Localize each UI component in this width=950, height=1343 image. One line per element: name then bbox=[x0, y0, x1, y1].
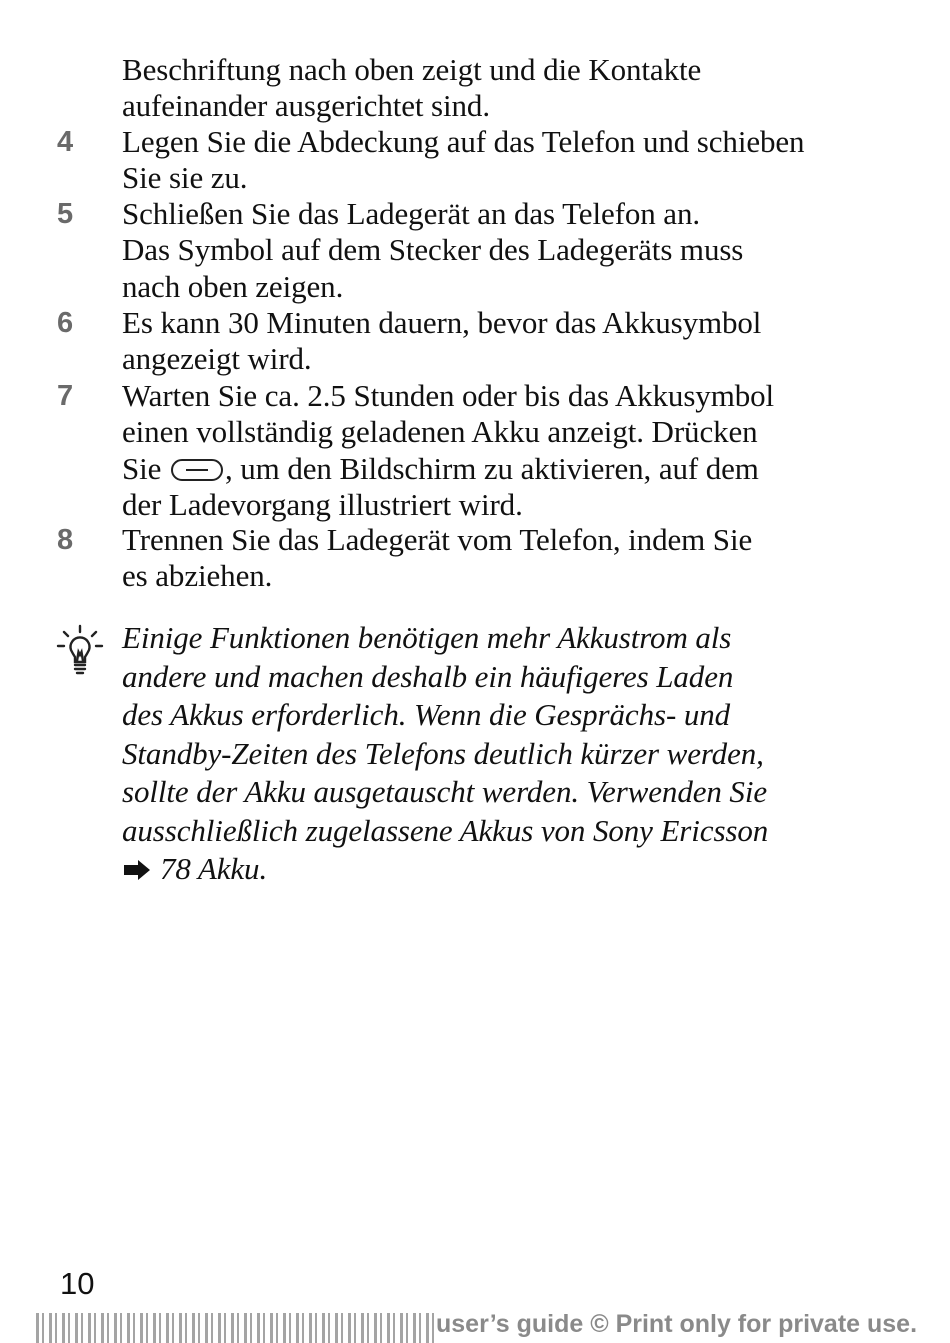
tip-text bbox=[122, 619, 922, 889]
step-number: 6 bbox=[57, 307, 74, 339]
step-number: 8 bbox=[57, 524, 74, 556]
step-number: 7 bbox=[57, 380, 74, 412]
footer bbox=[36, 1305, 936, 1343]
footer-text: user’s guide © Print only for private use. bbox=[436, 1310, 918, 1338]
step-text: Legen Sie die Abdeckung auf das Telefon und schieben Sie sie zu. bbox=[122, 124, 805, 196]
tip-reference[interactable]: 78 Akku. bbox=[160, 851, 268, 886]
step-number: 5 bbox=[57, 198, 74, 230]
footer-obscured-text bbox=[36, 1313, 436, 1343]
step-text-part: Warten Sie ca. 2.5 Stunden oder bis das Akkusymbol einen vollständig geladenen Akku anzeigt. Drücken Sie bbox=[122, 378, 775, 486]
continuation-text: Beschriftung nach oben zeigt und die Kontakte aufeinander ausgerichtet sind. bbox=[122, 52, 702, 124]
step-text: Es kann 30 Minuten dauern, bevor das Akkusymbol angezeigt wird. bbox=[122, 305, 762, 377]
step-text bbox=[122, 378, 922, 523]
step-text-part: , um den Bildschirm zu aktivieren, auf dem der Ladevorgang illustriert wird. bbox=[122, 450, 759, 522]
center-key-icon bbox=[171, 459, 223, 481]
tip-body: Einige Funktionen benötigen mehr Akkustrom als andere und machen deshalb ein häufigeres Laden des Akkus erforderlich. Wenn die Gesprächs- und Standby-Zeiten des Telefons deutlich kürzer werden, sollte der Akku ausgetauscht werden. Verwenden Sie ausschließlich zugelassene Akkus von Sony Ericsson bbox=[122, 620, 769, 848]
step-number: 4 bbox=[57, 126, 74, 158]
arrow-right-icon bbox=[122, 859, 152, 881]
step-text: Schließen Sie das Ladegerät an das Telefon an. Das Symbol auf dem Stecker des Ladegeräts muss nach oben zeigen. bbox=[122, 196, 744, 304]
page-number: 10 bbox=[60, 1266, 95, 1301]
lightbulb-icon bbox=[56, 624, 104, 676]
step-text: Trennen Sie das Ladegerät vom Telefon, indem Sie es abziehen. bbox=[122, 522, 753, 594]
